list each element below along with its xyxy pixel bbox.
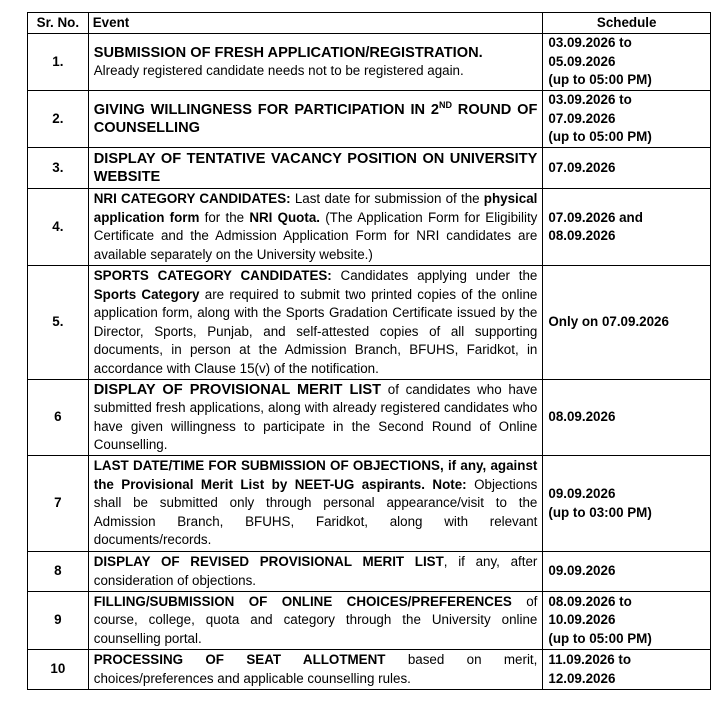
schedule-line: 09.09.2026: [548, 486, 616, 501]
schedule-line: (up to 05:00 PM): [548, 630, 652, 646]
header-schedule: Schedule: [543, 13, 711, 34]
row-sr-no: 8: [28, 552, 89, 592]
event-line: choices/preferences and applicable counselling rules.: [93, 670, 411, 686]
row-schedule: [543, 34, 711, 91]
row-event: FILLING/SUBMISSION OF ONLINE CHOICES/PREFERENCES of course, college, quota and category through the University online counselling portal.: [88, 592, 543, 650]
table-row: [28, 592, 711, 650]
schedule-line: Only on 07.09.2026: [548, 314, 669, 330]
row-schedule: [543, 148, 711, 189]
row-sr-no: 5.: [28, 266, 89, 380]
schedule-line: 07.09.2026: [548, 159, 616, 175]
row-schedule: [543, 592, 711, 650]
table-row: [28, 380, 711, 456]
row-event: DISPLAY OF REVISED PROVISIONAL MERIT LIST, if any, after consideration of objections.: [88, 552, 543, 592]
table-row: [28, 266, 711, 380]
row-sr-no: 10: [28, 650, 89, 690]
event-note: Already registered candidate needs not to be registered again.: [93, 63, 464, 78]
event-line: PROCESSING OF SEAT ALLOTMENT based on merit,: [93, 652, 538, 667]
row-event: NRI CATEGORY CANDIDATES: Last date for submission of the physical application form for the NRI Quota. (The Application Form for Eligibility Certificate and the Admission Application Form for NRI candidates are available separately on the University website.): [88, 189, 543, 266]
schedule-line: 03.09.2026 to: [548, 35, 632, 51]
row-event: [88, 34, 543, 91]
table-row: [28, 552, 711, 592]
row-sr-no: 6: [28, 380, 89, 456]
header-row: [28, 13, 711, 34]
row-sr-no: 4.: [28, 189, 89, 266]
table-row: [28, 148, 711, 189]
schedule-line: 08.09.2026: [548, 409, 616, 425]
row-sr-no: 1.: [28, 34, 89, 91]
schedule-table: [27, 12, 711, 690]
row-event: DISPLAY OF PROVISIONAL MERIT LIST of candidates who have submitted fresh applications, along with already registered candidates who have given willingness to participate in the Second Round of Online Counselling.: [88, 380, 543, 456]
schedule-line: 05.09.2026: [548, 53, 616, 69]
table-row: [28, 456, 711, 552]
row-schedule: [543, 552, 711, 592]
row-event: [88, 650, 543, 690]
row-event: LAST DATE/TIME FOR SUBMISSION OF OBJECTIONS, if any, against the Provisional Merit List by NEET-UG aspirants. Note: Objections shall be submitted only through personal appearance/visit to the Admission Branch, BFUHS, Faridkot, along with relevant documents/records.: [88, 456, 543, 552]
row-event: [88, 148, 543, 189]
row-sr-no: 7: [28, 456, 89, 552]
row-event: [88, 91, 543, 148]
table-row: [28, 34, 711, 91]
schedule-line: 12.09.2026: [548, 670, 616, 686]
schedule-line: (up to 03:00 PM): [548, 504, 652, 520]
event-title: DISPLAY OF TENTATIVE VACANCY POSITION ON UNIVERSITY WEBSITE: [93, 150, 538, 185]
table-row: [28, 650, 711, 690]
schedule-line: 11.09.2026 to: [548, 652, 632, 667]
schedule-line: 07.09.2026: [548, 110, 616, 126]
row-event: SPORTS CATEGORY CANDIDATES: Candidates applying under the Sports Category are required to submit two printed copies of the online application form, along with the Sports Gradation Certificate issued by the Director, Sports, Punjab, and self-attested copies of all supporting documents, in person at the Admission Branch, BFUHS, Faridkot, in accordance with Clause 15(v) of the notification.: [88, 266, 543, 380]
row-schedule: [543, 189, 711, 266]
row-schedule: [543, 456, 711, 552]
schedule-line: 03.09.2026 to: [548, 92, 632, 108]
row-schedule: [543, 266, 711, 380]
schedule-line: 07.09.2026 and: [548, 209, 643, 225]
row-sr-no: 2.: [28, 91, 89, 148]
schedule-line: (up to 05:00 PM): [548, 72, 652, 88]
header-event: Event: [88, 13, 543, 34]
schedule-line: (up to 05:00 PM): [548, 129, 652, 145]
schedule-line: 08.09.2026 to: [548, 593, 632, 609]
row-sr-no: 3.: [28, 148, 89, 189]
schedule-line: 09.09.2026: [548, 563, 616, 579]
schedule-line: 08.09.2026: [548, 228, 616, 243]
event-title: SUBMISSION OF FRESH APPLICATION/REGISTRATION.: [93, 44, 483, 61]
schedule-line: 10.09.2026: [548, 612, 616, 628]
row-schedule: [543, 91, 711, 148]
row-schedule: [543, 650, 711, 690]
header-sr-no: Sr. No.: [28, 13, 89, 34]
table-row: [28, 189, 711, 266]
table-row: [28, 91, 711, 148]
row-schedule: [543, 380, 711, 456]
row-sr-no: 9: [28, 592, 89, 650]
event-title: GIVING WILLINGNESS FOR PARTICIPATION IN 2ND ROUND OF COUNSELLING: [93, 99, 538, 136]
